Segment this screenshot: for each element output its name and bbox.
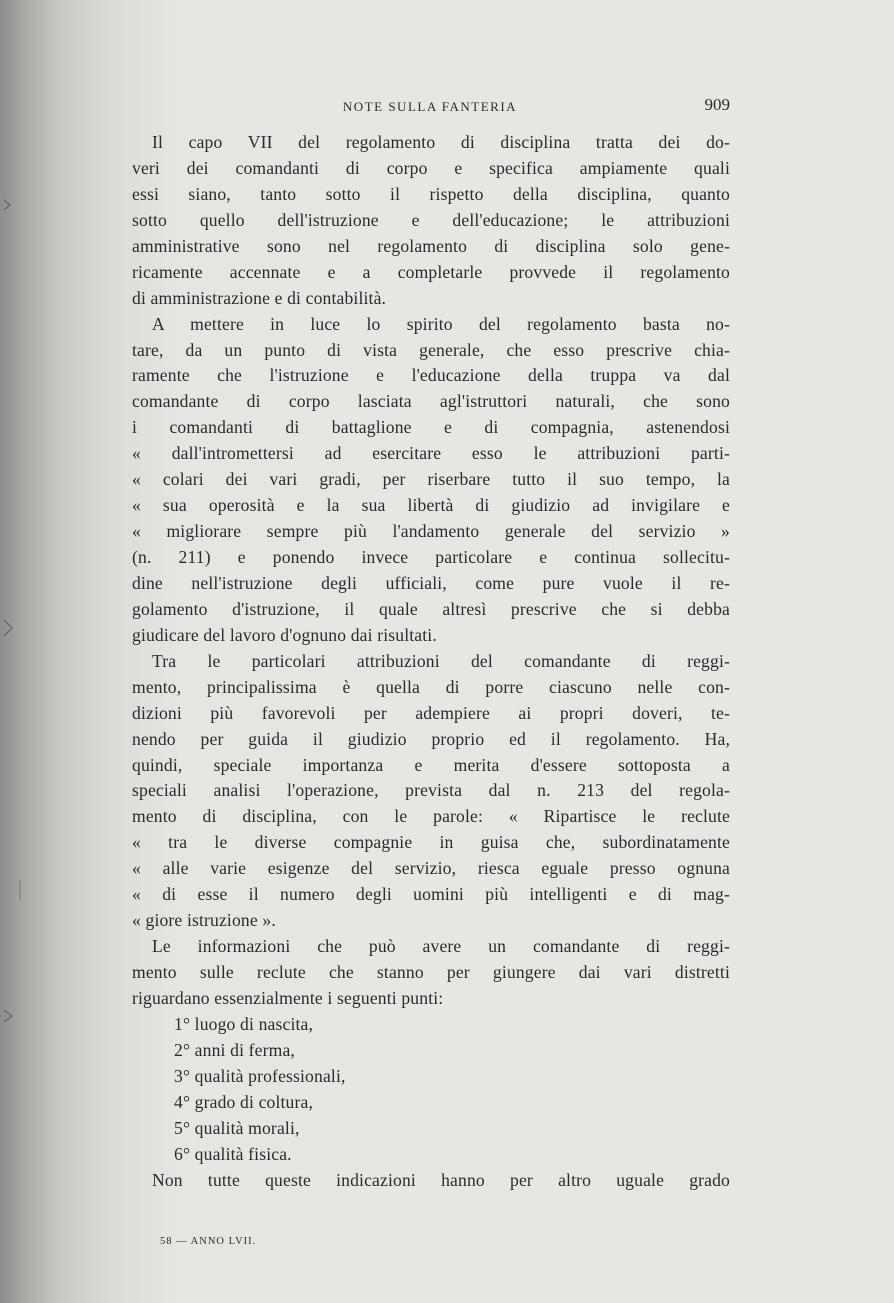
list-item: 5° qualità morali,: [174, 1117, 300, 1138]
running-title: NOTE SULLA FANTERIA: [342, 99, 518, 114]
text-line: amministrative sono nel regolamento di disciplina solo gene-: [132, 235, 730, 256]
page-number: 909: [704, 95, 730, 114]
text-line: di amministrazione e di contabilità.: [132, 287, 387, 308]
text-line: « di esse il numero degli uomini più intelligenti e di mag-: [132, 884, 730, 905]
text-line: « tra le diverse compagnie in guisa che, subordinatamente: [132, 832, 730, 853]
text-line: i comandanti di battaglione e di compagnia, astenendosi: [132, 417, 730, 438]
text-line: speciali analisi l'operazione, prevista dal n. 213 del regola-: [132, 780, 730, 801]
text-line: « colari dei vari gradi, per riserbare tutto il suo tempo, la: [132, 469, 730, 490]
text-line: mento sulle reclute che stanno per giungere dai vari distretti: [132, 962, 730, 982]
text-line: tare, da un punto di vista generale, che esso prescrive chia-: [132, 339, 730, 360]
text-line: « sua operosità e la sua libertà di giudizio ad invigilare e: [132, 495, 730, 516]
text-line: golamento d'istruzione, il quale altresì prescrive che si debba: [132, 598, 730, 619]
text-line: mento di disciplina, con le parole: « Ripartisce le reclute: [132, 806, 730, 827]
text-line: « dall'intromettersi ad esercitare esso le attribuzioni parti-: [132, 443, 730, 464]
list-item: 2° anni di ferma,: [174, 1039, 295, 1060]
body-text: [132, 130, 730, 1193]
text-line: giudicare del lavoro d'ognuno dai risultati.: [132, 624, 437, 645]
text-line: ramente che l'istruzione e l'educazione della truppa va dal: [132, 365, 730, 386]
text-line: « alle varie esigenze del servizio, riesca eguale presso ognuna: [132, 858, 730, 879]
text-line: Il capo VII del regolamento di disciplina tratta dei do-: [152, 132, 730, 152]
list-item: 3° qualità professionali,: [174, 1065, 346, 1086]
text-line: Le informazioni che può avere un comandante di reggi-: [152, 936, 730, 957]
text-line: (n. 211) e ponendo invece particolare e continua sollecitu-: [132, 547, 730, 567]
text-line: riguardano essenzialmente i seguenti punti:: [132, 987, 444, 1008]
running-head: [130, 95, 730, 117]
text-line: « giore istruzione ».: [132, 910, 276, 931]
list-item: 1° luogo di nascita,: [174, 1013, 314, 1034]
text-line: dizioni più favorevoli per adempiere ai propri doveri, te-: [132, 702, 730, 723]
list-item: 4° grado di coltura,: [174, 1091, 314, 1112]
text-line: Tra le particolari attribuzioni del comandante di reggi-: [152, 650, 730, 671]
text-line: mento, principalissima è quella di porre ciascuno nelle con-: [132, 676, 730, 697]
text-line: ricamente accennate e a completarle provvede il regolamento: [132, 261, 730, 282]
text-line: Non tutte queste indicazioni hanno per altro uguale grado: [152, 1169, 730, 1190]
text-line: comandante di corpo lasciata agl'istruttori naturali, che sono: [132, 391, 730, 412]
gutter-shadow-marks: [0, 0, 40, 1303]
text-line: dine nell'istruzione degli ufficiali, come pure vuole il re-: [132, 572, 730, 593]
text-line: A mettere in luce lo spirito del regolamento basta no-: [152, 313, 730, 334]
text-line: « migliorare sempre più l'andamento generale del servizio »: [132, 521, 730, 542]
text-line: veri dei comandanti di corpo e specifica ampiamente quali: [132, 157, 730, 178]
text-line: nendo per guida il giudizio proprio ed il regolamento. Ha,: [132, 728, 730, 749]
text-line: essi siano, tanto sotto il rispetto della disciplina, quanto: [132, 183, 730, 204]
text-line: quindi, speciale importanza e merita d'essere sottoposta a: [132, 754, 730, 775]
text-line: sotto quello dell'istruzione e dell'educazione; le attribuzioni: [132, 209, 730, 230]
list-item: 6° qualità fisica.: [174, 1143, 292, 1164]
printer-signature: 58 — ANNO LVII.: [160, 1236, 257, 1247]
